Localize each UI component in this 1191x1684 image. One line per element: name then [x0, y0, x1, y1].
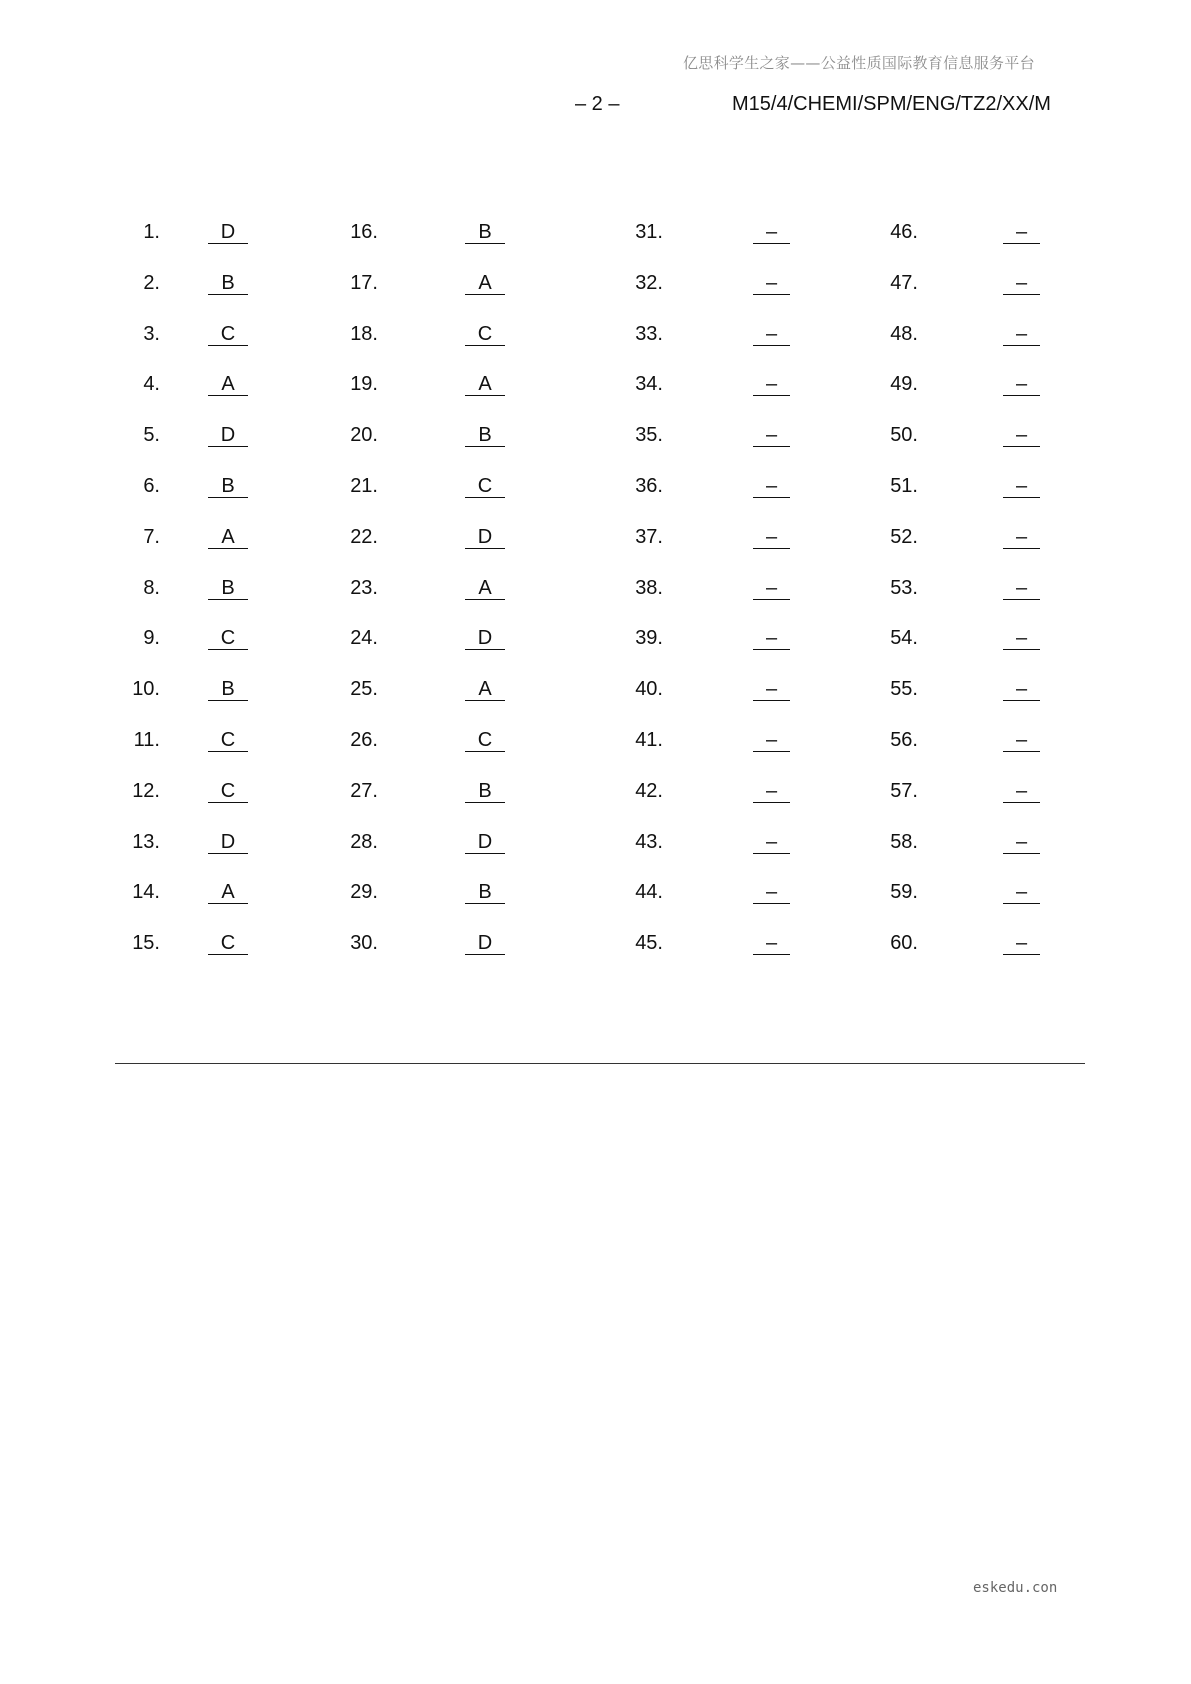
question-number: 53.: [890, 576, 918, 599]
answer-value: –: [753, 271, 790, 295]
answer-value: C: [465, 322, 505, 346]
answer-value: C: [208, 626, 248, 650]
question-number: 54.: [890, 627, 918, 650]
answer-value: –: [753, 372, 790, 396]
question-number: 25.: [350, 678, 378, 701]
question-number: 38.: [635, 576, 663, 599]
question-number: 56.: [890, 729, 918, 751]
question-number: 58.: [890, 830, 918, 853]
answer-value: –: [1003, 677, 1040, 701]
answer-value: –: [1003, 474, 1040, 498]
answer-value: –: [1003, 626, 1040, 650]
answer-value: C: [208, 728, 248, 752]
answer-value: A: [208, 880, 248, 904]
question-number: 4.: [143, 373, 160, 396]
question-number: 44.: [635, 881, 663, 904]
answer-value: –: [1003, 576, 1040, 600]
answer-value: –: [753, 474, 790, 498]
question-number: 10.: [132, 678, 160, 701]
answer-value: A: [465, 372, 505, 396]
answer-value: –: [753, 220, 790, 244]
answer-value: B: [465, 779, 505, 803]
question-number: 26.: [350, 729, 378, 751]
answer-value: A: [208, 372, 248, 396]
question-number: 45.: [635, 932, 663, 955]
answer-value: –: [753, 880, 790, 904]
question-number: 8.: [143, 576, 160, 599]
question-number: 13.: [132, 830, 160, 853]
question-number: 59.: [890, 881, 918, 904]
question-number: 39.: [635, 627, 663, 650]
answer-value: A: [465, 271, 505, 295]
divider-line: [115, 1063, 1085, 1064]
question-number: 36.: [635, 475, 663, 497]
answer-value: B: [465, 423, 505, 447]
question-number: 3.: [143, 322, 160, 345]
answer-value: –: [753, 830, 790, 854]
question-number: 42.: [635, 779, 663, 802]
question-number: 40.: [635, 678, 663, 701]
answer-value: A: [208, 525, 248, 549]
question-number: 49.: [890, 373, 918, 396]
page-number: – 2 –: [575, 93, 620, 115]
answer-value: –: [753, 931, 790, 955]
question-number: 9.: [143, 627, 160, 650]
question-number: 48.: [890, 322, 918, 345]
answer-value: B: [465, 880, 505, 904]
answer-value: D: [465, 830, 505, 854]
answer-value: D: [208, 220, 248, 244]
answer-value: C: [208, 931, 248, 955]
question-number: 1.: [143, 221, 160, 243]
answer-value: –: [753, 576, 790, 600]
question-number: 57.: [890, 779, 918, 802]
question-number: 23.: [350, 576, 378, 599]
watermark-text: 亿思科学生之家——公益性质国际教育信息服务平台: [683, 54, 1035, 72]
answer-value: –: [1003, 322, 1040, 346]
answer-value: A: [465, 576, 505, 600]
question-number: 47.: [890, 271, 918, 294]
question-number: 11.: [133, 729, 160, 751]
question-number: 30.: [350, 932, 378, 955]
answer-value: B: [208, 677, 248, 701]
question-number: 14.: [132, 881, 160, 904]
question-number: 51.: [890, 475, 918, 497]
question-number: 27.: [350, 779, 378, 802]
question-number: 6.: [143, 475, 160, 497]
question-number: 31.: [635, 221, 663, 243]
answer-value: C: [465, 728, 505, 752]
answer-value: D: [465, 931, 505, 955]
answer-value: –: [1003, 931, 1040, 955]
answer-value: –: [753, 728, 790, 752]
answer-value: –: [1003, 220, 1040, 244]
question-number: 43.: [635, 830, 663, 853]
answer-value: –: [1003, 830, 1040, 854]
question-number: 29.: [350, 881, 378, 904]
answer-value: C: [208, 779, 248, 803]
question-number: 2.: [143, 271, 160, 294]
answer-value: –: [753, 779, 790, 803]
answer-value: D: [465, 626, 505, 650]
footer-text: eskedu.con: [973, 1580, 1058, 1596]
question-number: 32.: [635, 271, 663, 294]
answer-value: C: [465, 474, 505, 498]
question-number: 15.: [132, 932, 160, 955]
question-number: 24.: [350, 627, 378, 650]
question-number: 37.: [635, 525, 663, 548]
answer-value: B: [465, 220, 505, 244]
answer-value: –: [753, 423, 790, 447]
question-number: 19.: [350, 373, 378, 396]
answer-value: –: [1003, 880, 1040, 904]
answer-value: –: [1003, 423, 1040, 447]
answer-value: D: [208, 423, 248, 447]
answer-value: –: [1003, 779, 1040, 803]
question-number: 28.: [350, 830, 378, 853]
answer-value: A: [465, 677, 505, 701]
answer-value: B: [208, 576, 248, 600]
answer-value: –: [753, 322, 790, 346]
answer-value: –: [1003, 728, 1040, 752]
answer-value: D: [465, 525, 505, 549]
question-number: 34.: [635, 373, 663, 396]
question-number: 7.: [143, 525, 160, 548]
answer-value: D: [208, 830, 248, 854]
answer-value: –: [753, 677, 790, 701]
answer-value: –: [753, 525, 790, 549]
question-number: 35.: [635, 424, 663, 447]
question-number: 21.: [350, 475, 378, 497]
answer-value: –: [1003, 271, 1040, 295]
question-number: 12.: [132, 779, 160, 802]
question-number: 5.: [143, 424, 160, 447]
question-number: 22.: [350, 525, 378, 548]
question-number: 50.: [890, 424, 918, 447]
answer-value: –: [753, 626, 790, 650]
question-number: 60.: [890, 932, 918, 955]
question-number: 41.: [635, 729, 663, 751]
answer-value: –: [1003, 525, 1040, 549]
answer-value: –: [1003, 372, 1040, 396]
question-number: 46.: [890, 221, 918, 243]
answer-value: B: [208, 474, 248, 498]
answer-key-grid: [0, 220, 1191, 980]
answer-value: B: [208, 271, 248, 295]
document-code: M15/4/CHEMI/SPM/ENG/TZ2/XX/M: [732, 93, 1051, 115]
question-number: 17.: [350, 271, 378, 294]
question-number: 18.: [350, 322, 378, 345]
question-number: 16.: [350, 221, 378, 243]
question-number: 20.: [350, 424, 378, 447]
question-number: 33.: [635, 322, 663, 345]
question-number: 55.: [890, 678, 918, 701]
question-number: 52.: [890, 525, 918, 548]
answer-value: C: [208, 322, 248, 346]
